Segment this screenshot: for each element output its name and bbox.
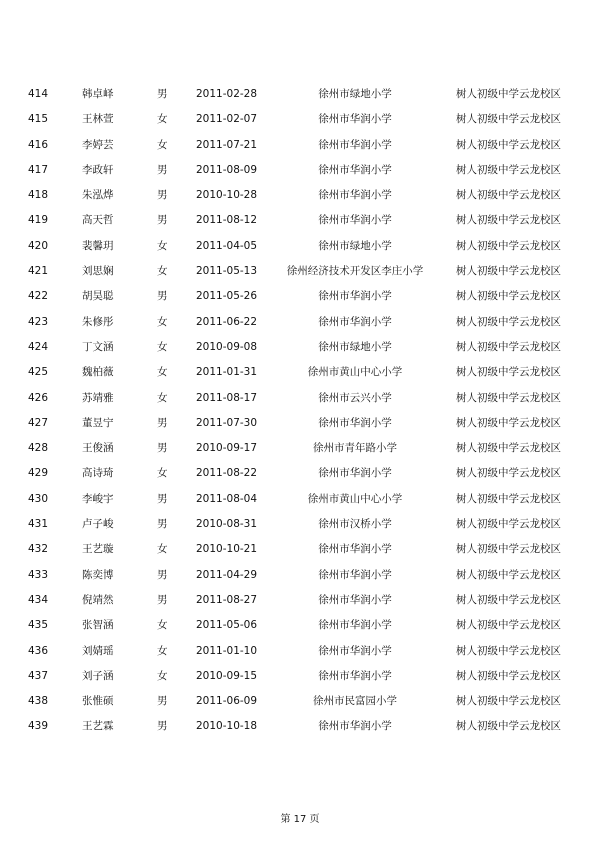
student-gender: 男 [157,492,168,505]
primary-school: 徐州市华润小学 [318,593,392,606]
assigned-school: 树人初级中学云龙校区 [456,88,561,100]
assigned-school: 树人初级中学云龙校区 [456,669,561,682]
row-number: 439 [28,720,49,733]
birth-date: 2011-06-09 [196,695,258,708]
student-name: 裴馨玥 [82,239,114,252]
row-number: 415 [28,113,49,126]
birth-date: 2011-08-22 [196,467,258,480]
table-row [0,133,600,158]
student-gender: 男 [157,695,168,708]
primary-school: 徐州市云兴小学 [318,391,392,404]
row-number: 430 [28,492,49,505]
primary-school: 徐州市华润小学 [318,138,392,151]
birth-date: 2011-04-05 [196,239,258,252]
student-name: 苏靖雅 [82,391,114,404]
row-number: 427 [28,416,49,429]
student-gender: 男 [157,720,168,733]
assigned-school: 树人初级中学云龙校区 [456,315,561,328]
table-row [0,82,600,107]
row-number: 426 [28,391,49,404]
primary-school: 徐州市青年路小学 [313,442,397,455]
table-row [0,284,600,309]
student-gender: 女 [157,315,168,328]
table-row [0,107,600,132]
birth-date: 2011-08-17 [196,391,258,404]
student-gender: 男 [157,568,168,581]
birth-date: 2010-10-28 [196,189,258,202]
primary-school: 徐州经济技术开发区李庄小学 [286,265,424,278]
student-gender: 男 [157,214,168,227]
student-gender: 男 [157,518,168,531]
table-row [0,208,600,233]
student-gender: 男 [157,442,168,455]
assigned-school: 树人初级中学云龙校区 [456,442,561,455]
assigned-school: 树人初级中学云龙校区 [456,214,561,227]
assigned-school: 树人初级中学云龙校区 [456,189,561,202]
row-number: 437 [28,669,49,682]
student-gender: 女 [157,669,168,682]
primary-school: 徐州市华润小学 [318,290,392,303]
student-name: 刘子涵 [82,669,114,682]
table-row [0,714,600,739]
primary-school: 徐州市华润小学 [318,568,392,581]
birth-date: 2011-02-28 [196,88,258,100]
student-gender: 男 [157,189,168,202]
student-gender: 女 [157,543,168,556]
primary-school: 徐州市华润小学 [318,720,392,733]
primary-school: 徐州市汉桥小学 [318,518,392,531]
birth-date: 2011-01-31 [196,366,258,379]
birth-date: 2011-08-09 [196,163,258,176]
assigned-school: 树人初级中学云龙校区 [456,239,561,252]
table-row [0,537,600,562]
primary-school: 徐州市黄山中心小学 [307,492,403,505]
table-row [0,183,600,208]
row-number: 434 [28,593,49,606]
student-table [0,82,600,740]
table-row [0,588,600,613]
birth-date: 2011-05-13 [196,265,258,278]
birth-date: 2010-08-31 [196,518,258,531]
student-name: 刘婧瑶 [82,644,114,657]
student-name: 王林萱 [82,113,114,126]
table-row [0,639,600,664]
student-name: 王艺霖 [82,720,114,733]
primary-school: 徐州市华润小学 [318,644,392,657]
table-row [0,259,600,284]
birth-date: 2011-08-12 [196,214,258,227]
assigned-school: 树人初级中学云龙校区 [456,543,561,556]
student-gender: 男 [157,593,168,606]
primary-school: 徐州市华润小学 [318,543,392,556]
birth-date: 2011-08-04 [196,492,258,505]
student-gender: 女 [157,265,168,278]
birth-date: 2010-09-08 [196,340,258,353]
row-number: 421 [28,265,49,278]
row-number: 431 [28,518,49,531]
assigned-school: 树人初级中学云龙校区 [456,265,561,278]
student-name: 高天哲 [82,214,114,227]
table-row [0,563,600,588]
assigned-school: 树人初级中学云龙校区 [456,720,561,733]
primary-school: 徐州市绿地小学 [318,88,392,100]
student-name: 陈奕博 [82,568,114,581]
student-name: 丁文涵 [82,340,114,353]
primary-school: 徐州市黄山中心小学 [307,366,403,379]
row-number: 419 [28,214,49,227]
row-number: 418 [28,189,49,202]
student-gender: 女 [157,113,168,126]
row-number: 420 [28,239,49,252]
assigned-school: 树人初级中学云龙校区 [456,416,561,429]
row-number: 432 [28,543,49,556]
student-gender: 女 [157,340,168,353]
assigned-school: 树人初级中学云龙校区 [456,391,561,404]
table-row [0,436,600,461]
table-row [0,689,600,714]
row-number: 424 [28,340,49,353]
primary-school: 徐州市民富园小学 [313,695,397,708]
assigned-school: 树人初级中学云龙校区 [456,568,561,581]
assigned-school: 树人初级中学云龙校区 [456,492,561,505]
table-row [0,613,600,638]
student-gender: 女 [157,644,168,657]
primary-school: 徐州市华润小学 [318,214,392,227]
birth-date: 2011-07-21 [196,138,258,151]
row-number: 428 [28,442,49,455]
primary-school: 徐州市华润小学 [318,315,392,328]
primary-school: 徐州市华润小学 [318,669,392,682]
birth-date: 2011-08-27 [196,593,258,606]
birth-date: 2011-02-07 [196,113,258,126]
primary-school: 徐州市绿地小学 [318,239,392,252]
table-row [0,386,600,411]
table-row [0,234,600,259]
assigned-school: 树人初级中学云龙校区 [456,593,561,606]
student-name: 李婷芸 [82,138,114,151]
student-name: 王俊涵 [82,442,114,455]
student-name: 魏柏薇 [82,366,114,379]
student-gender: 男 [157,416,168,429]
assigned-school: 树人初级中学云龙校区 [456,138,561,151]
student-name: 卢子峻 [82,518,114,531]
primary-school: 徐州市华润小学 [318,163,392,176]
birth-date: 2011-04-29 [196,568,258,581]
row-number: 416 [28,138,49,151]
primary-school: 徐州市华润小学 [318,619,392,632]
row-number: 417 [28,163,49,176]
table-row [0,360,600,385]
student-name: 王艺璇 [82,543,114,556]
table-row [0,158,600,183]
student-gender: 女 [157,138,168,151]
student-name: 韩卓峄 [82,88,114,100]
primary-school: 徐州市绿地小学 [318,340,392,353]
student-gender: 女 [157,366,168,379]
row-number: 438 [28,695,49,708]
birth-date: 2010-10-21 [196,543,258,556]
birth-date: 2011-06-22 [196,315,258,328]
student-name: 李政轩 [82,163,114,176]
student-name: 李峻宇 [82,492,114,505]
birth-date: 2011-07-30 [196,416,258,429]
student-gender: 男 [157,290,168,303]
student-gender: 女 [157,467,168,480]
birth-date: 2011-05-26 [196,290,258,303]
row-number: 435 [28,619,49,632]
assigned-school: 树人初级中学云龙校区 [456,518,561,531]
assigned-school: 树人初级中学云龙校区 [456,695,561,708]
row-number: 414 [28,88,49,100]
primary-school: 徐州市华润小学 [318,416,392,429]
assigned-school: 树人初级中学云龙校区 [456,619,561,632]
student-name: 刘思娴 [82,265,114,278]
birth-date: 2010-09-17 [196,442,258,455]
table-row [0,487,600,512]
row-number: 425 [28,366,49,379]
assigned-school: 树人初级中学云龙校区 [456,113,561,126]
student-name: 倪靖然 [82,593,114,606]
student-gender: 男 [157,163,168,176]
row-number: 436 [28,644,49,657]
student-name: 张惟硕 [82,695,114,708]
primary-school: 徐州市华润小学 [318,467,392,480]
table-row [0,335,600,360]
birth-date: 2011-05-06 [196,619,258,632]
student-name: 胡昊聪 [82,290,114,303]
student-name: 朱泓烨 [82,189,114,202]
row-number: 422 [28,290,49,303]
birth-date: 2011-01-10 [196,644,258,657]
student-gender: 女 [157,619,168,632]
student-gender: 男 [157,88,168,100]
table-row [0,461,600,486]
assigned-school: 树人初级中学云龙校区 [456,290,561,303]
student-name: 董昱宁 [82,416,114,429]
table-row [0,664,600,689]
student-gender: 女 [157,391,168,404]
table-row [0,310,600,335]
assigned-school: 树人初级中学云龙校区 [456,644,561,657]
row-number: 423 [28,315,49,328]
row-number: 433 [28,568,49,581]
student-name: 朱修彤 [82,315,114,328]
assigned-school: 树人初级中学云龙校区 [456,163,561,176]
birth-date: 2010-09-15 [196,669,258,682]
student-name: 张智涵 [82,619,114,632]
assigned-school: 树人初级中学云龙校区 [456,340,561,353]
table-row [0,411,600,436]
student-gender: 女 [157,239,168,252]
assigned-school: 树人初级中学云龙校区 [456,467,561,480]
birth-date: 2010-10-18 [196,720,258,733]
assigned-school: 树人初级中学云龙校区 [456,366,561,379]
primary-school: 徐州市华润小学 [318,189,392,202]
primary-school: 徐州市华润小学 [318,113,392,126]
row-number: 429 [28,467,49,480]
page-number: 第 17 页 [280,814,320,825]
student-name: 高诗琦 [82,467,114,480]
table-row [0,512,600,537]
